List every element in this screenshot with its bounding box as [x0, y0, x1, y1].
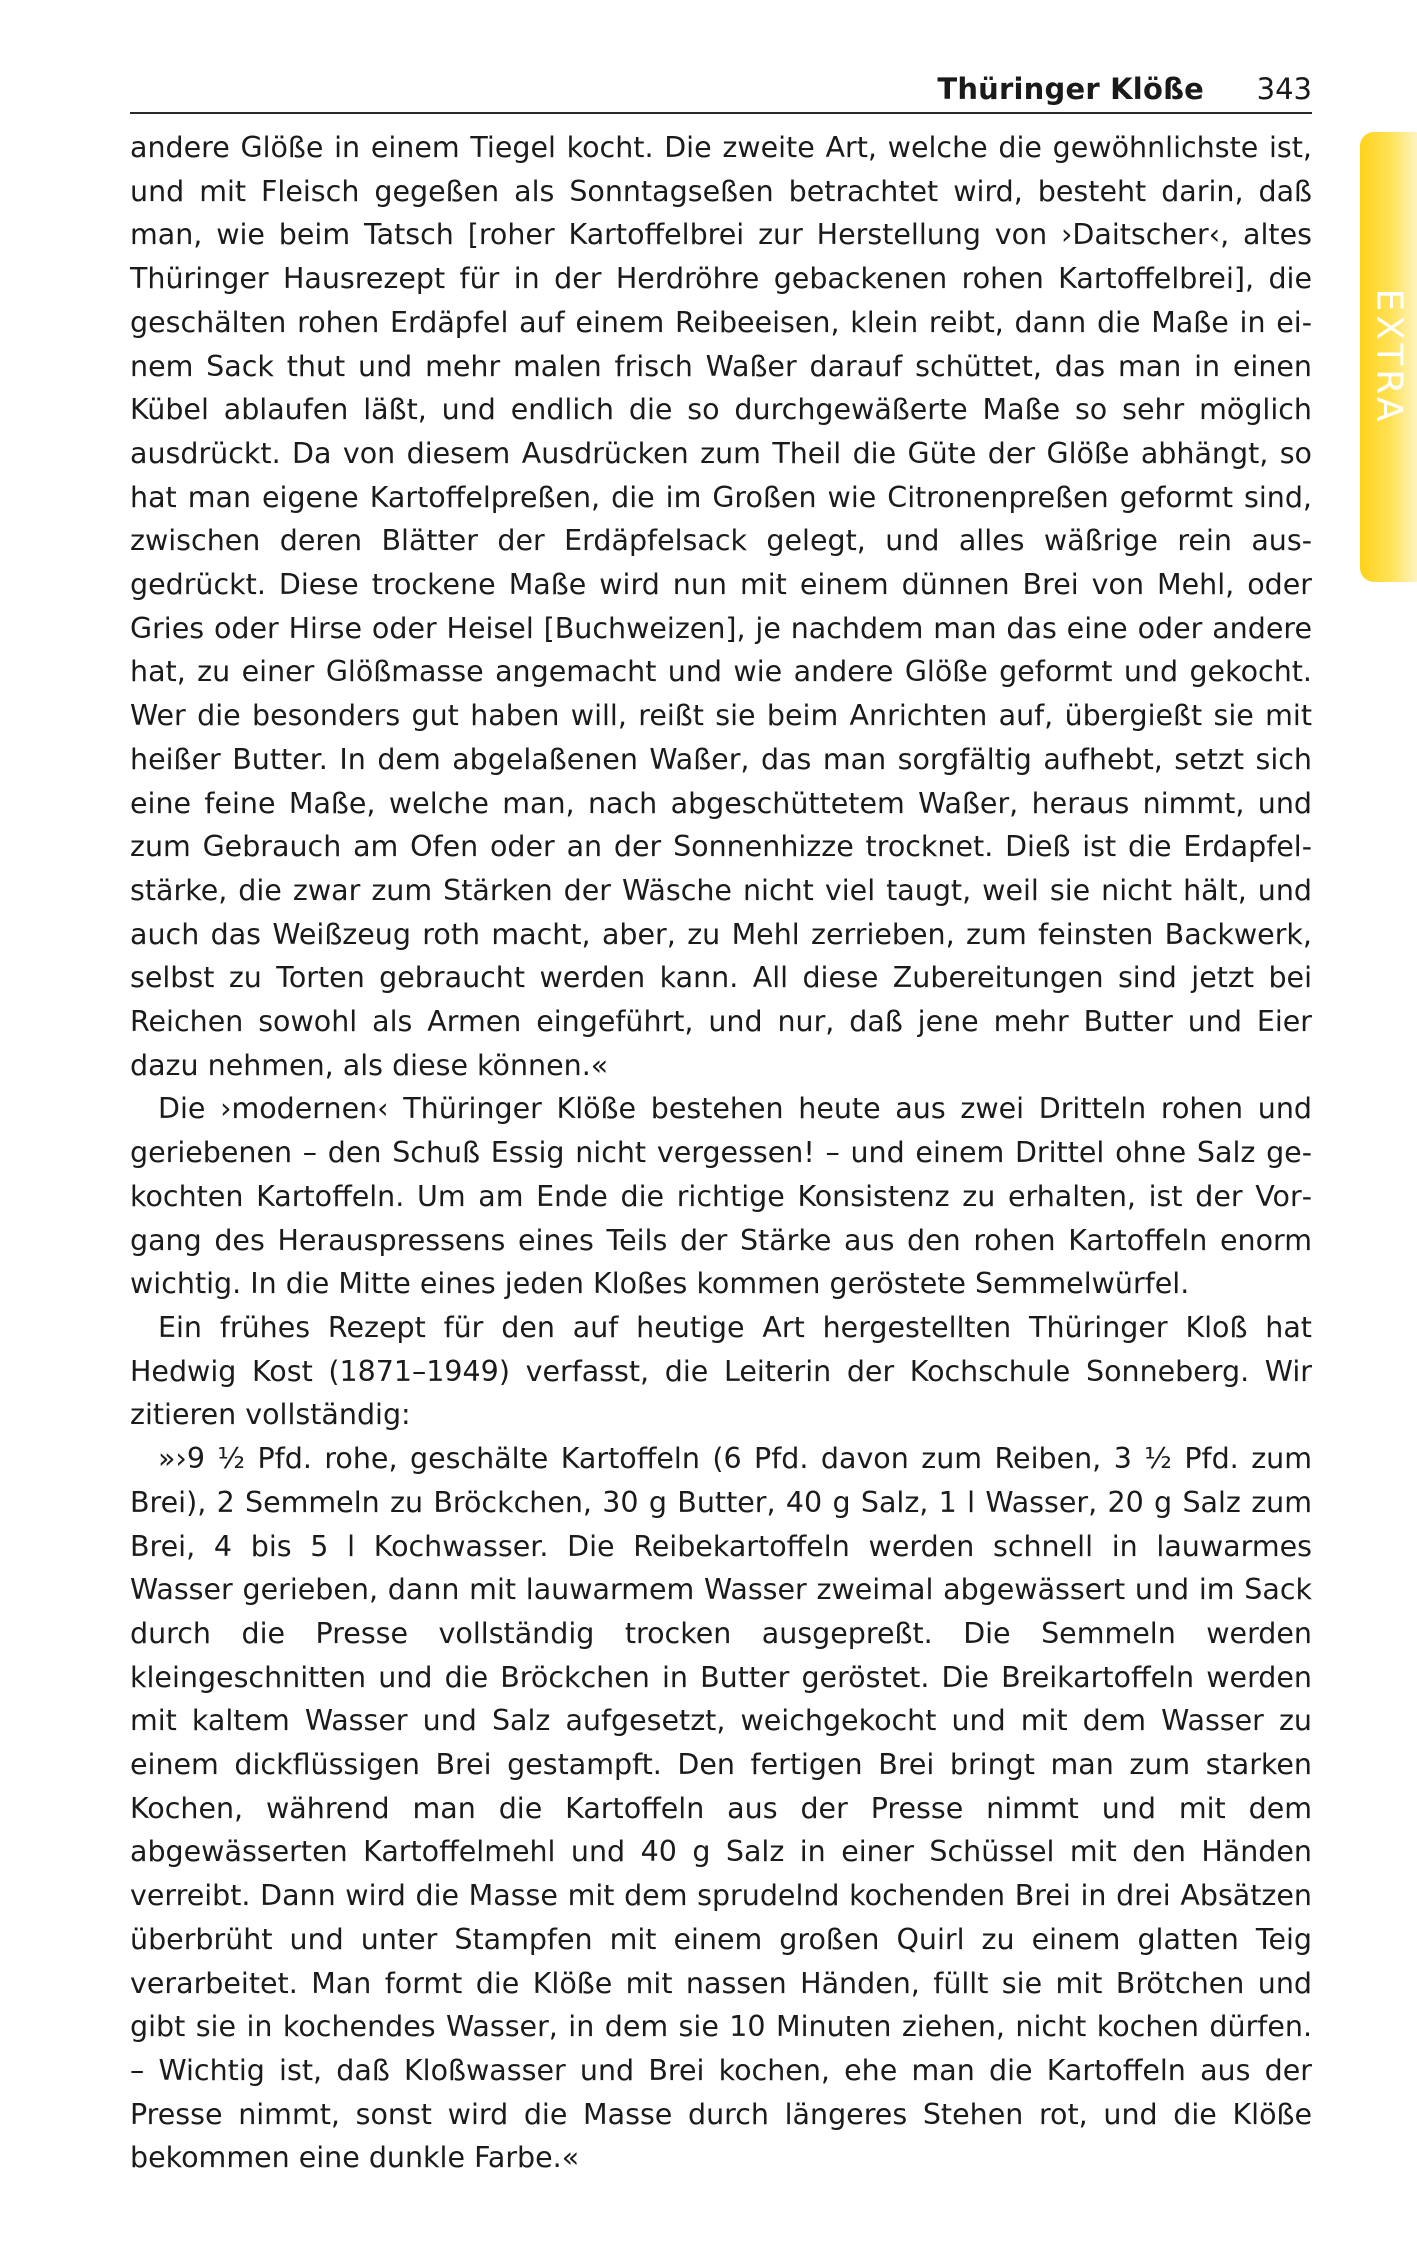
paragraph: Die ›modernen‹ Thüringer Klöße bestehen heute aus zwei Dritteln rohen und geriebenen – den Schuß Essig nicht vergessen! – und einem Drittel ohne Salz gekochten Kartoffeln. Um am Ende die richtige Konsistenz zu erhalten, ist der Vorgang des Herauspressens eines Teils der Stärke aus den rohen Kartoffeln enorm wichtig. In die Mitte eines jeden Kloßes kommen geröstete Semmelwürfel. — [130, 1092, 1312, 1301]
chapter-title: Thüringer Klöße — [937, 72, 1204, 106]
side-tab-label: EXTRA — [1368, 288, 1409, 426]
paragraph: andere Glöße in einem Tiegel kocht. Die zweite Art, welche die gewöhnlichste ist, und mit Fleisch gegeßen als Sonntagseßen betrachtet wird, besteht darin, daß man, wie beim Tatsch [roher Kartoffelbrei zur Herstellung von ›Daitscher‹, altes Thüringer Hausrezept für in der Herdröhre gebackenen rohen Kartoffelbrei], die geschälten rohen Erdäpfel auf einem Reibeeisen, klein reibt, dann die Maße in einem Sack thut und mehr malen frisch Waßer darauf schüttet, das man in einen Kübel ablaufen läßt, und endlich die so durchgewäßerte Maße so sehr möglich ausdrückt. Da von diesem Ausdrücken zum Theil die Güte der Glöße abhängt, so hat man eigene Kartoffelpreßen, die im Großen wie Citronenpreßen geformt sind, zwischen deren Blätter der Erdäpfelsack gelegt, und alles wäßrige rein ausgedrückt. Diese trockene Maße wird nun mit einem dünnen Brei von Mehl, oder Gries oder Hirse oder Heisel [Buchweizen], je nachdem man das eine oder andere hat, zu einer Glößmasse angemacht und wie andere Glöße geformt und gekocht. Wer die besonders gut haben will, reißt sie beim Anrichten auf, übergießt sie mit heißer Butter. In dem abgelaßenen Waßer, das man sorgfältig aufhebt, setzt sich eine feine Maße, welche man, nach abgeschüttetem Waßer, heraus nimmt, und zum Gebrauch am Ofen oder an der Sonnenhizze trocknet. Dieß ist die Erdapfelstärke, die zwar zum Stärken der Wäsche nicht viel taugt, weil sie nicht hält, und auch das Weißzeug roth macht, aber, zu Mehl zerrieben, zum feinsten Backwerk, selbst zu Torten gebraucht werden kann. All diese Zubereitungen sind jetzt bei Reichen sowohl als Armen eingeführt, und nur, daß jene mehr Butter und Eier dazu nehmen, als diese können.« — [130, 131, 1312, 1082]
quoted-recipe-paragraph: »›9 ½ Pfd. rohe, geschälte Kartoffeln (6 Pfd. davon zum Reiben, 3 ½ Pfd. zum Brei), 2 Semmeln zu Bröckchen, 30 g Butter, 40 g Salz, 1 l Wasser, 20 g Salz zum Brei, 4 bis 5 l Kochwasser. Die Reibekartoffeln werden schnell in lauwarmes Wasser gerieben, dann mit lauwarmem Wasser zweimal abgewässert und im Sack durch die Presse vollständig trocken ausgepreßt. Die Semmeln werden kleingeschnitten und die Bröckchen in Butter geröstet. Die Breikartoffeln werden mit kaltem Wasser und Salz aufgesetzt, weichgekocht und mit dem Wasser zu einem dickflüssigen Brei gestampft. Den fertigen Brei bringt man zum starken Kochen, während man die Kartoffeln aus der Presse nimmt und mit dem abgewässerten Kartoffelmehl und 40 g Salz in einer Schüssel mit den Händen verreibt. Dann wird die Masse mit dem sprudelnd kochenden Brei in drei Absätzen überbrüht und unter Stampfen mit einem großen Quirl zu einem glatten Teig verarbeitet. Man formt die Klöße mit nassen Händen, füllt sie mit Brötchen und gibt sie in kochendes Wasser, in dem sie 10 Minuten ziehen, nicht kochen dürfen. – Wichtig ist, daß Kloßwasser und Brei kochen, ehe man die Kartoffeln aus der Presse nimmt, sonst wird die Masse durch längeres Stehen rot, und die Klöße bekommen eine dunkle Farbe.« — [130, 1442, 1312, 2175]
page-number: 343 — [1256, 72, 1312, 106]
body-text — [130, 126, 1312, 2180]
paragraph: Ein frühes Rezept für den auf heutige Art hergestellten Thüringer Kloß hat Hedwig Kost (1871–1949) verfasst, die Leiterin der Kochschule Sonneberg. Wir zitieren vollständig: — [130, 1310, 1312, 1432]
running-header — [130, 68, 1312, 114]
extra-side-tab — [1360, 132, 1417, 582]
